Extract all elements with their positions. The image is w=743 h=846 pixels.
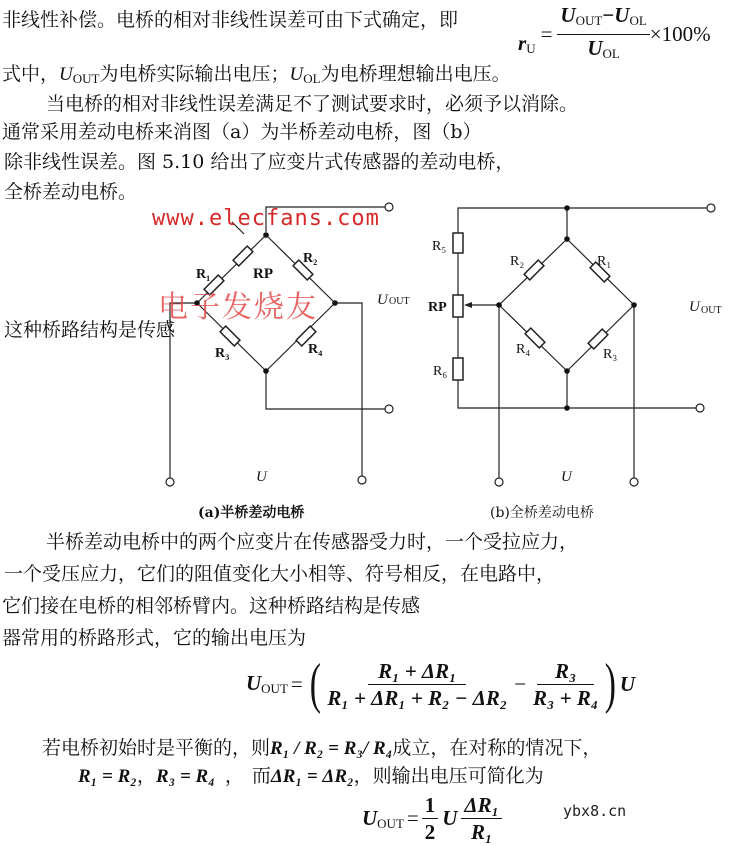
paragraph-3-line-3: 它们接在电桥的相邻桥臂内。这种桥路结构是传感 bbox=[2, 595, 421, 617]
label-r2: R₂ bbox=[510, 254, 525, 269]
paragraph-3-line-4: 器常用的桥路形式，它的输出电压为 bbox=[2, 627, 307, 649]
formula-simplified: $U_{OUT}$ = $\frac{1}{2}$ U $\frac{\text{ΔR₁}}{\text{R₁}}$ bbox=[362, 792, 502, 845]
label-u: U bbox=[256, 469, 267, 485]
paragraph-2-line-1: 当电桥的相对非线性误差满足不了测试要求时，必须予以消除。 bbox=[46, 93, 579, 115]
paragraph-2-line-3: 除非线性误差。图 5.10 给出了应变片式传感器的差动电桥， bbox=[4, 151, 515, 173]
label-rp: RP bbox=[253, 266, 273, 282]
watermark-ybx8: ybx8.cn bbox=[563, 802, 627, 820]
caption-figure-b: (b)全桥差动电桥 bbox=[490, 505, 594, 521]
label-r1: R₁ bbox=[597, 254, 612, 269]
overlap-text: 这种桥路结构是传感 bbox=[4, 319, 176, 341]
paragraph-3-line-1: 半桥差动电桥中的两个应变片在传感器受力时，一个受拉应力， bbox=[46, 531, 579, 553]
label-r1: R₁ bbox=[196, 267, 211, 282]
formula-nonlinearity: $r_U$ = $\frac{U_{OUT}-U_{OL}}{U_{OL}}$ ×100% bbox=[518, 3, 711, 61]
label-r4: R₄ bbox=[516, 342, 531, 357]
paragraph-4-line-1: 若电桥初始时是平衡的，则R₁ / R₂ = R₃/ R₄成立，在对称的情况下， bbox=[42, 737, 602, 759]
paragraph-1-line-1 bbox=[2, 8, 458, 32]
label-r3: R₃ bbox=[215, 346, 230, 361]
paragraph-4-line-2: R₁ = R₂，R₃ = R₄ ， 而ΔR₁ = ΔR₂，则输出电压可简化为 bbox=[78, 765, 544, 787]
paragraph-2-line-2: 通常采用差动电桥来消图（a）为半桥差动电桥，图（b） bbox=[2, 121, 482, 143]
label-r6: R₆ bbox=[433, 364, 448, 379]
circuit-half-bridge bbox=[150, 190, 430, 490]
label-uout-sub: OUT bbox=[389, 296, 410, 307]
text: 非线性补偿。电桥的相对非线性误差可由下式确定，即 bbox=[2, 9, 459, 31]
label-uout: U bbox=[377, 292, 388, 308]
label-r4: R₄ bbox=[308, 342, 323, 357]
paragraph-1-line-2: 式中，$U_{OUT}$为电桥实际输出电压；$U_{OL}$为电桥理想输出电压。 bbox=[2, 63, 511, 86]
label-r3: R₃ bbox=[603, 347, 618, 362]
label-r5: R₅ bbox=[432, 239, 447, 254]
paragraph-2-line-4: 全桥差动电桥。 bbox=[4, 181, 138, 203]
watermark-url: www.elecfans.com bbox=[152, 206, 380, 231]
circuit-full-bridge bbox=[420, 190, 743, 490]
caption-figure-a: (a)半桥差动电桥 bbox=[198, 505, 305, 521]
label-r2: R₂ bbox=[303, 251, 318, 266]
label-uout-sub: OUT bbox=[701, 305, 722, 316]
label-rp: RP bbox=[428, 300, 447, 315]
formula-output-voltage: $U_{OUT}$ = ( $\frac{\text{R₁ + ΔR₁}}{\text{R₁ + ΔR₁ + R₂ − ΔR₂}}$ − $\frac{\text{R₃}}{\text{R₃ + R₄}}$ ) U bbox=[246, 653, 635, 715]
watermark-cn: 电子发烧友 bbox=[158, 290, 318, 325]
paragraph-3-line-2: 一个受压应力，它们的阻值变化大小相等、符号相反，在电路中， bbox=[4, 563, 556, 585]
label-u: U bbox=[561, 469, 572, 485]
label-uout: U bbox=[689, 299, 700, 315]
